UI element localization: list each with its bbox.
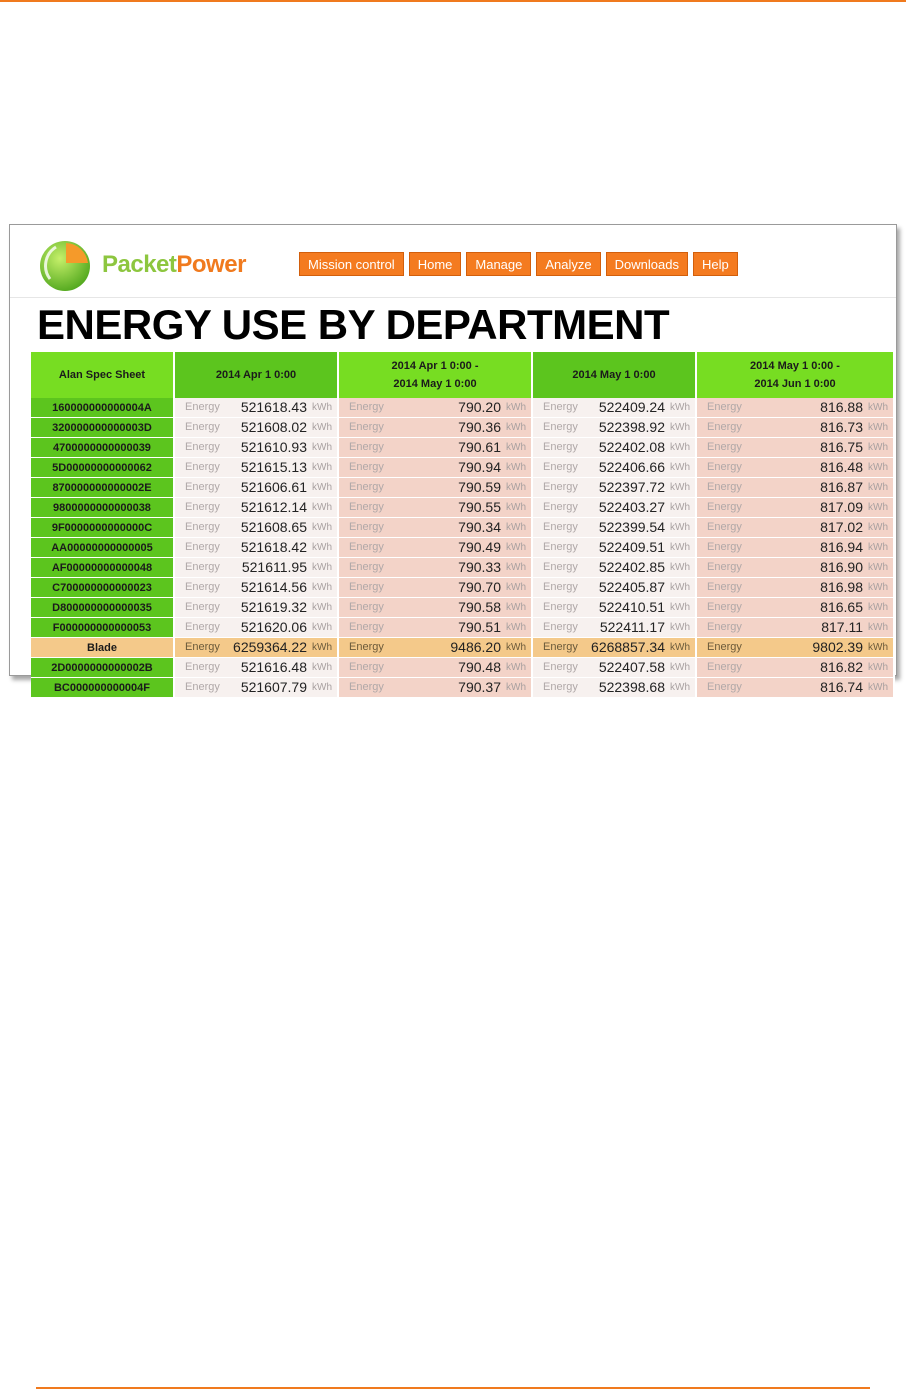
energy-label: Energy (349, 421, 384, 433)
energy-unit: kWh (312, 682, 332, 693)
energy-cell (532, 458, 696, 478)
row-device-id[interactable]: 5D00000000000062 (31, 458, 174, 478)
energy-label: Energy (349, 621, 384, 633)
energy-label: Energy (707, 501, 742, 513)
energy-value: 817.09 (820, 499, 863, 515)
energy-cell (696, 538, 894, 558)
energy-cell (696, 578, 894, 598)
top-orange-rule (0, 0, 906, 2)
energy-unit: kWh (312, 642, 332, 653)
energy-label: Energy (349, 681, 384, 693)
energy-label: Energy (707, 581, 742, 593)
energy-value: 522402.08 (598, 439, 665, 455)
energy-label: Energy (707, 461, 742, 473)
app-header (10, 225, 896, 297)
energy-unit: kWh (868, 622, 888, 633)
energy-label: Energy (185, 481, 220, 493)
energy-unit: kWh (670, 482, 690, 493)
energy-cell (696, 398, 894, 418)
app-screenshot (9, 224, 897, 695)
row-device-id[interactable]: 9800000000000038 (31, 498, 174, 518)
energy-cell (174, 618, 338, 638)
energy-unit: kWh (868, 462, 888, 473)
energy-unit: kWh (312, 482, 332, 493)
energy-unit: kWh (312, 602, 332, 613)
energy-cell (338, 638, 532, 658)
energy-value: 817.02 (820, 519, 863, 535)
row-device-id[interactable]: C700000000000023 (31, 578, 174, 598)
energy-label: Energy (185, 521, 220, 533)
energy-unit: kWh (670, 662, 690, 673)
energy-value: 816.98 (820, 579, 863, 595)
energy-unit: kWh (506, 402, 526, 413)
energy-value: 790.36 (458, 419, 501, 435)
energy-label: Energy (185, 641, 220, 653)
brand-name: PacketPower (102, 251, 246, 278)
energy-cell (338, 478, 532, 498)
energy-value: 790.20 (458, 399, 501, 415)
energy-value: 522406.66 (598, 459, 665, 475)
table-header-row (31, 352, 894, 398)
energy-cell (174, 418, 338, 438)
energy-unit: kWh (868, 642, 888, 653)
energy-label: Energy (543, 541, 578, 553)
energy-cell (174, 438, 338, 458)
energy-value: 522399.54 (598, 519, 665, 535)
energy-label: Energy (543, 561, 578, 573)
energy-value: 816.48 (820, 459, 863, 475)
energy-value: 521618.43 (240, 399, 307, 415)
energy-label: Energy (543, 501, 578, 513)
energy-value: 790.34 (458, 519, 501, 535)
column-header-apr-reading[interactable]: 2014 Apr 1 0:00 (174, 352, 338, 398)
energy-cell (338, 618, 532, 638)
table-row (31, 418, 894, 438)
energy-unit: kWh (312, 442, 332, 453)
nav-manage-button[interactable]: Manage (466, 252, 531, 276)
row-device-id[interactable]: 320000000000003D (31, 418, 174, 438)
energy-cell (338, 458, 532, 478)
energy-label: Energy (707, 601, 742, 613)
energy-cell (696, 558, 894, 578)
energy-label: Energy (185, 601, 220, 613)
energy-cell (696, 418, 894, 438)
energy-label: Energy (185, 541, 220, 553)
nav-help-button[interactable]: Help (693, 252, 738, 276)
energy-label: Energy (707, 481, 742, 493)
row-device-id[interactable]: 870000000000002E (31, 478, 174, 498)
energy-label: Energy (349, 561, 384, 573)
energy-value: 817.11 (821, 619, 863, 635)
energy-cell (174, 598, 338, 618)
energy-unit: kWh (868, 522, 888, 533)
energy-value: 790.51 (458, 619, 501, 635)
row-device-id[interactable]: 2D0000000000002B (31, 658, 174, 678)
energy-value: 816.94 (820, 539, 863, 555)
table-row (31, 398, 894, 418)
energy-label: Energy (543, 481, 578, 493)
row-device-id[interactable]: AA00000000000005 (31, 538, 174, 558)
energy-cell (696, 478, 894, 498)
energy-value: 521619.32 (240, 599, 307, 615)
energy-label: Energy (543, 441, 578, 453)
energy-label: Energy (543, 461, 578, 473)
energy-unit: kWh (670, 682, 690, 693)
energy-label: Energy (185, 581, 220, 593)
energy-unit: kWh (506, 622, 526, 633)
row-device-id[interactable]: D800000000000035 (31, 598, 174, 618)
energy-value: 521620.06 (240, 619, 307, 635)
energy-unit: kWh (312, 542, 332, 553)
energy-value: 521618.42 (240, 539, 307, 555)
table-row (31, 478, 894, 498)
energy-unit: kWh (312, 502, 332, 513)
table-row (31, 458, 894, 478)
table-group-row (31, 638, 894, 658)
energy-cell (338, 578, 532, 598)
energy-cell (532, 598, 696, 618)
energy-cell (338, 518, 532, 538)
energy-cell (174, 678, 338, 698)
energy-label: Energy (185, 441, 220, 453)
energy-value: 790.37 (458, 679, 501, 695)
packetpower-logo-icon (36, 235, 94, 293)
energy-unit: kWh (868, 542, 888, 553)
row-device-id[interactable]: 9F0000000000000C (31, 518, 174, 538)
energy-unit: kWh (506, 502, 526, 513)
energy-cell (174, 658, 338, 678)
energy-cell (532, 578, 696, 598)
energy-label: Energy (543, 581, 578, 593)
energy-unit: kWh (868, 502, 888, 513)
energy-value: 522405.87 (598, 579, 665, 595)
energy-value: 790.33 (458, 559, 501, 575)
energy-unit: kWh (868, 442, 888, 453)
energy-cell (696, 678, 894, 698)
energy-label: Energy (543, 401, 578, 413)
table-row (31, 578, 894, 598)
energy-value: 521614.56 (240, 579, 307, 595)
energy-unit: kWh (670, 562, 690, 573)
nav-downloads-button[interactable]: Downloads (606, 252, 688, 276)
energy-cell (174, 558, 338, 578)
energy-value: 522410.51 (598, 599, 665, 615)
energy-cell (532, 438, 696, 458)
energy-label: Energy (349, 521, 384, 533)
energy-unit: kWh (506, 442, 526, 453)
energy-unit: kWh (506, 482, 526, 493)
energy-cell (338, 398, 532, 418)
energy-unit: kWh (670, 542, 690, 553)
energy-cell (174, 458, 338, 478)
energy-unit: kWh (506, 642, 526, 653)
bottom-orange-rule (36, 1387, 870, 1389)
energy-cell (174, 538, 338, 558)
energy-unit: kWh (312, 402, 332, 413)
energy-label: Energy (185, 661, 220, 673)
energy-value: 522398.68 (598, 679, 665, 695)
energy-value: 790.58 (458, 599, 501, 615)
table-row (31, 558, 894, 578)
energy-value: 816.87 (820, 479, 863, 495)
energy-value: 521608.65 (240, 519, 307, 535)
energy-label: Energy (707, 561, 742, 573)
energy-cell (338, 418, 532, 438)
energy-cell (532, 658, 696, 678)
energy-value: 9486.20 (450, 639, 501, 655)
energy-unit: kWh (506, 602, 526, 613)
energy-unit: kWh (312, 582, 332, 593)
energy-label: Energy (543, 421, 578, 433)
energy-unit: kWh (506, 542, 526, 553)
energy-value: 816.73 (820, 419, 863, 435)
column-header-device[interactable]: Alan Spec Sheet (31, 352, 174, 398)
energy-value: 521610.93 (240, 439, 307, 455)
energy-value: 6268857.34 (591, 639, 665, 655)
energy-unit: kWh (868, 402, 888, 413)
energy-value: 790.70 (458, 579, 501, 595)
energy-cell (696, 438, 894, 458)
energy-unit: kWh (868, 602, 888, 613)
column-header-apr-may-usage[interactable]: 2014 Apr 1 0:00 - 2014 May 1 0:00 (338, 352, 532, 398)
table-row (31, 658, 894, 678)
energy-value: 522402.85 (598, 559, 665, 575)
energy-label: Energy (349, 641, 384, 653)
energy-unit: kWh (868, 422, 888, 433)
energy-unit: kWh (670, 602, 690, 613)
energy-label: Energy (349, 481, 384, 493)
energy-label: Energy (185, 561, 220, 573)
energy-value: 521611.95 (241, 559, 307, 575)
energy-value: 522398.92 (598, 419, 665, 435)
energy-label: Energy (707, 521, 742, 533)
energy-label: Energy (707, 661, 742, 673)
energy-value: 521607.79 (240, 679, 307, 695)
row-device-id[interactable]: 160000000000004A (31, 398, 174, 418)
energy-value: 522403.27 (598, 499, 665, 515)
energy-unit: kWh (868, 482, 888, 493)
energy-unit: kWh (506, 582, 526, 593)
energy-unit: kWh (506, 522, 526, 533)
energy-label: Energy (707, 621, 742, 633)
energy-label: Energy (349, 441, 384, 453)
energy-label: Energy (349, 461, 384, 473)
energy-cell (532, 638, 696, 658)
table-row (31, 498, 894, 518)
energy-unit: kWh (312, 622, 332, 633)
energy-table (31, 352, 895, 698)
energy-value: 790.59 (458, 479, 501, 495)
energy-label: Energy (543, 661, 578, 673)
energy-cell (696, 598, 894, 618)
energy-label: Energy (707, 641, 742, 653)
table-row (31, 538, 894, 558)
energy-unit: kWh (506, 422, 526, 433)
energy-cell (696, 518, 894, 538)
energy-value: 521608.02 (240, 419, 307, 435)
energy-table-container (31, 352, 896, 698)
energy-cell (174, 638, 338, 658)
energy-cell (696, 458, 894, 478)
energy-label: Energy (185, 421, 220, 433)
table-row (31, 618, 894, 638)
energy-unit: kWh (506, 462, 526, 473)
energy-cell (696, 658, 894, 678)
energy-value: 816.82 (820, 659, 863, 675)
energy-unit: kWh (670, 462, 690, 473)
energy-label: Energy (349, 581, 384, 593)
energy-unit: kWh (670, 442, 690, 453)
energy-unit: kWh (312, 662, 332, 673)
table-body (31, 398, 894, 698)
energy-value: 522409.24 (598, 399, 665, 415)
energy-cell (174, 518, 338, 538)
energy-cell (338, 598, 532, 618)
energy-cell (532, 398, 696, 418)
energy-cell (696, 618, 894, 638)
energy-value: 521615.13 (240, 459, 307, 475)
energy-unit: kWh (312, 462, 332, 473)
page-title: ENERGY USE BY DEPARTMENT (37, 301, 670, 348)
energy-unit: kWh (868, 582, 888, 593)
energy-unit: kWh (868, 662, 888, 673)
energy-cell (338, 678, 532, 698)
energy-label: Energy (543, 521, 578, 533)
table-row (31, 678, 894, 698)
energy-value: 816.65 (820, 599, 863, 615)
energy-value: 790.94 (458, 459, 501, 475)
energy-value: 816.75 (820, 439, 863, 455)
energy-label: Energy (349, 401, 384, 413)
energy-value: 816.74 (820, 679, 863, 695)
energy-value: 9802.39 (812, 639, 863, 655)
energy-cell (696, 498, 894, 518)
table-row (31, 518, 894, 538)
energy-unit: kWh (312, 522, 332, 533)
nav-analyze-button[interactable]: Analyze (536, 252, 600, 276)
energy-cell (532, 538, 696, 558)
energy-label: Energy (543, 641, 578, 653)
energy-unit: kWh (506, 662, 526, 673)
energy-label: Energy (349, 501, 384, 513)
energy-value: 521616.48 (240, 659, 307, 675)
energy-cell (532, 478, 696, 498)
energy-value: 790.61 (458, 439, 501, 455)
table-row (31, 598, 894, 618)
energy-cell (338, 658, 532, 678)
energy-label: Energy (185, 681, 220, 693)
energy-unit: kWh (670, 422, 690, 433)
energy-label: Energy (707, 541, 742, 553)
energy-value: 816.88 (820, 399, 863, 415)
energy-cell (174, 498, 338, 518)
energy-value: 816.90 (820, 559, 863, 575)
table-row (31, 438, 894, 458)
energy-label: Energy (543, 601, 578, 613)
energy-unit: kWh (506, 682, 526, 693)
energy-cell (696, 638, 894, 658)
energy-unit: kWh (312, 422, 332, 433)
energy-cell (532, 518, 696, 538)
energy-label: Energy (543, 621, 578, 633)
energy-label: Energy (543, 681, 578, 693)
main-nav (299, 252, 738, 276)
energy-value: 790.48 (458, 659, 501, 675)
energy-unit: kWh (670, 502, 690, 513)
nav-home-button[interactable]: Home (409, 252, 462, 276)
energy-unit: kWh (670, 522, 690, 533)
energy-cell (338, 538, 532, 558)
energy-value: 522411.17 (599, 619, 665, 635)
energy-cell (532, 558, 696, 578)
energy-value: 522407.58 (598, 659, 665, 675)
energy-cell (532, 678, 696, 698)
energy-cell (338, 498, 532, 518)
row-device-id[interactable]: F000000000000053 (31, 618, 174, 638)
energy-cell (338, 438, 532, 458)
energy-unit: kWh (670, 582, 690, 593)
energy-label: Energy (349, 661, 384, 673)
energy-label: Energy (185, 401, 220, 413)
energy-unit: kWh (670, 642, 690, 653)
header-divider (10, 297, 896, 298)
energy-label: Energy (349, 541, 384, 553)
energy-unit: kWh (312, 562, 332, 573)
energy-value: 521612.14 (240, 499, 307, 515)
energy-cell (174, 478, 338, 498)
energy-value: 522409.51 (598, 539, 665, 555)
energy-cell (338, 558, 532, 578)
column-header-may-reading[interactable]: 2014 May 1 0:00 (532, 352, 696, 398)
row-device-id[interactable]: 4700000000000039 (31, 438, 174, 458)
energy-value: 522397.72 (598, 479, 665, 495)
row-device-id[interactable]: BC000000000004F (31, 678, 174, 698)
column-header-may-jun-usage[interactable]: 2014 May 1 0:00 - 2014 Jun 1 0:00 (696, 352, 894, 398)
energy-unit: kWh (868, 682, 888, 693)
energy-label: Energy (707, 421, 742, 433)
energy-label: Energy (185, 501, 220, 513)
nav-mission-control-button[interactable]: Mission control (299, 252, 404, 276)
row-device-id[interactable]: AF00000000000048 (31, 558, 174, 578)
energy-unit: kWh (670, 622, 690, 633)
energy-value: 790.49 (458, 539, 501, 555)
energy-label: Energy (349, 601, 384, 613)
energy-label: Energy (185, 621, 220, 633)
energy-label: Energy (185, 461, 220, 473)
energy-unit: kWh (506, 562, 526, 573)
energy-label: Energy (707, 401, 742, 413)
energy-unit: kWh (670, 402, 690, 413)
energy-cell (532, 498, 696, 518)
energy-label: Energy (707, 681, 742, 693)
energy-label: Energy (707, 441, 742, 453)
energy-value: 6259364.22 (233, 639, 307, 655)
energy-unit: kWh (868, 562, 888, 573)
energy-cell (532, 618, 696, 638)
energy-cell (174, 398, 338, 418)
energy-cell (174, 578, 338, 598)
energy-value: 790.55 (458, 499, 501, 515)
row-device-id[interactable]: Blade (31, 638, 174, 658)
energy-cell (532, 418, 696, 438)
energy-value: 521606.61 (240, 479, 307, 495)
